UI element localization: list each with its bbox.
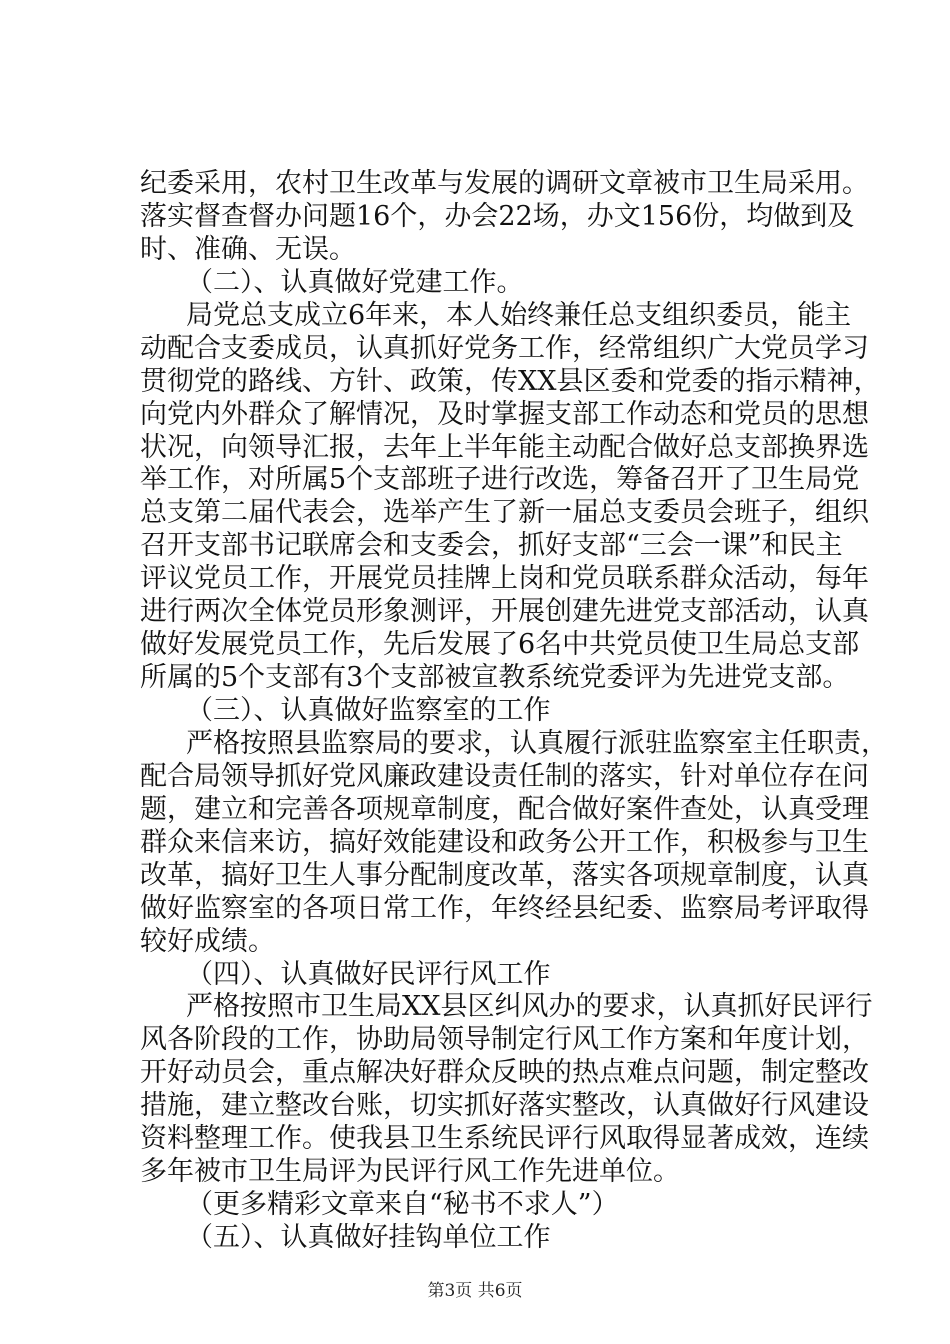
body-text-line: 动配合支委成员，认真抓好党务工作，经常组织广大党员学习	[140, 332, 869, 364]
body-text-line: 群众来信来访，搞好效能建设和政务公开工作，积极参与卫生	[140, 826, 869, 858]
page-number-footer: 第3页 共6页	[427, 1281, 523, 1301]
body-text-line: 评议党员工作，开展党员挂牌上岗和党员联系群众活动，每年	[140, 563, 869, 595]
body-text-line: 配合局领导抓好党风廉政建设责任制的落实，针对单位存在问	[140, 760, 869, 792]
body-text-line: 做好发展党员工作，先后发展了6名中共党员使卫生局总支部	[140, 629, 860, 661]
body-text-line: 总支第二届代表会，选举产生了新一届总支委员会班子，组织	[140, 497, 869, 529]
body-text-line: 进行两次全体党员形象测评，开展创建先进党支部活动，认真	[140, 596, 869, 628]
body-text-line: 严格按照县监察局的要求，认真履行派驻监察室主任职责，	[186, 727, 888, 759]
body-text-line: 向党内外群众了解情况，及时掌握支部工作动态和党员的思想	[140, 398, 869, 430]
section-heading: （五）、认真做好挂钩单位工作	[186, 1222, 551, 1253]
body-text-line: 召开支部书记联席会和支委会，抓好支部“三会一课”和民主	[140, 530, 843, 562]
body-text-line: 举工作，对所属5个支部班子进行改选，筹备召开了卫生局党	[140, 464, 860, 496]
body-text-line: 做好监察室的各项日常工作，年终经县纪委、监察局考评取得	[140, 892, 869, 924]
section-heading: （四）、认真做好民评行风工作	[186, 958, 551, 990]
body-text-line: 纪委采用，农村卫生改革与发展的调研文章被市卫生局采用。	[140, 168, 869, 199]
body-text-line: 所属的5个支部有3个支部被宣教系统党委评为先进党支部。	[140, 662, 850, 694]
body-text-line: 落实督查督办问题16个，办会22场，办文156份，均做到及	[140, 200, 855, 232]
body-text-line: 开好动员会，重点解决好群众反映的热点难点问题，制定整改	[140, 1057, 869, 1089]
body-text-line: 多年被市卫生局评为民评行风工作先进单位。	[140, 1156, 680, 1188]
body-text-line: 贯彻党的路线、方针、政策，传XX县区委和党委的指示精神，	[140, 365, 881, 397]
body-text-line: 改革，搞好卫生人事分配制度改革，落实各项规章制度，认真	[140, 859, 869, 891]
section-heading: （三）、认真做好监察室的工作	[186, 695, 551, 726]
body-text-line: 时、准确、无误。	[140, 233, 356, 265]
body-text-line: 局党总支成立6年来，本人始终兼任总支组织委员，能主	[186, 299, 852, 331]
source-note: （更多精彩文章来自“秘书不求人”）	[186, 1189, 619, 1221]
body-text-line: 风各阶段的工作，协助局领导制定行风工作方案和年度计划，	[140, 1024, 869, 1056]
body-text-line: 状况，向领导汇报，去年上半年能主动配合做好总支部换界选	[140, 431, 869, 463]
section-heading: （二）、认真做好党建工作。	[186, 266, 524, 298]
body-text-line: 严格按照市卫生局XX县区纠风办的要求，认真抓好民评行	[186, 991, 873, 1023]
body-text-line: 资料整理工作。使我县卫生系统民评行风取得显著成效，连续	[140, 1123, 869, 1155]
body-text-line: 题，建立和完善各项规章制度，配合做好案件查处，认真受理	[140, 793, 869, 825]
body-text-line: 较好成绩。	[140, 925, 275, 957]
body-text-line: 措施，建立整改台账，切实抓好落实整改，认真做好行风建设	[140, 1090, 869, 1122]
